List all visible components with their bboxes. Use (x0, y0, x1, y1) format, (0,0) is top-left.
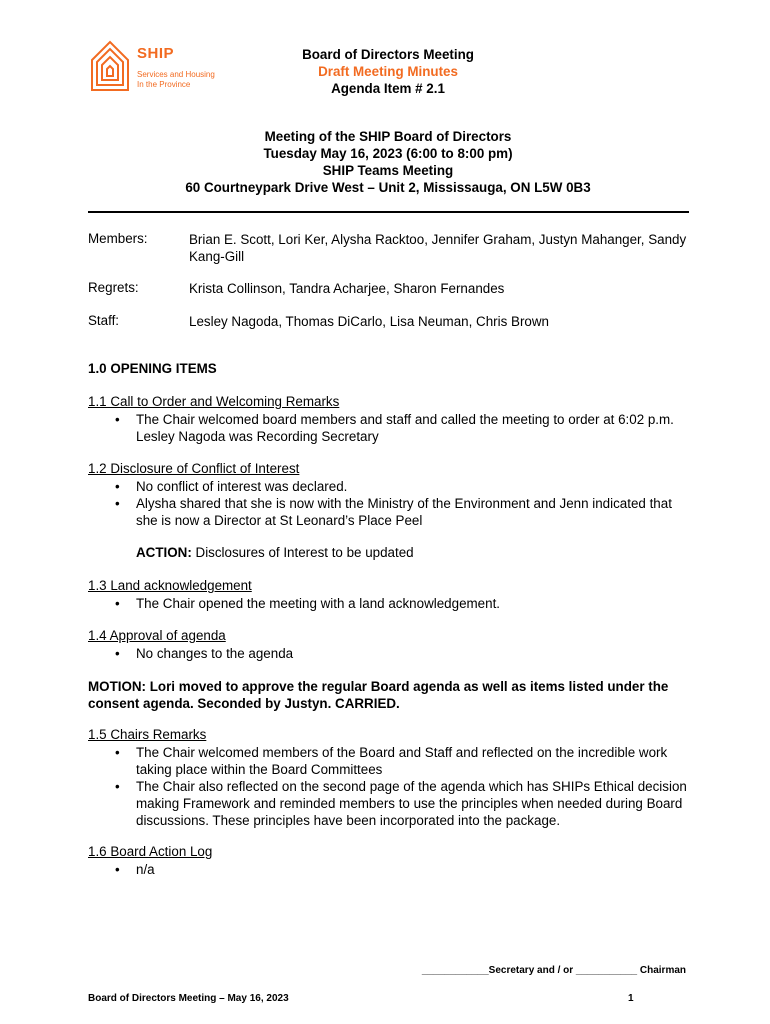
signature-line: ____________Secretary and / or ___________ Chairman (421, 965, 686, 976)
section-heading: 1.0 OPENING ITEMS (88, 361, 217, 376)
regrets-label: Regrets: (88, 280, 139, 295)
logo-tagline-line-1: Services and Housing (137, 70, 215, 79)
list-item-text: The Chair also reflected on the second page of the agenda which has SHIPs Ethical decision making Framework and reminded members to use the principles when needed during Board discussions. These principles have been incorporated into the package. (136, 779, 687, 828)
staff-value: Lesley Nagoda, Thomas DiCarlo, Lisa Neuman, Chris Brown (189, 314, 549, 329)
subsection-title-1-5: 1.5 Chairs Remarks (88, 727, 207, 742)
bullet-icon: • (115, 596, 120, 611)
bullet-icon: • (115, 496, 120, 511)
list-item-text: The Chair opened the meeting with a land acknowledgement. (136, 596, 501, 611)
header-divider (88, 211, 689, 213)
motion-text: MOTION: Lori moved to approve the regular Board agenda as well as items listed under the consent agenda. Seconded by Justyn. CARRIED. (88, 679, 669, 711)
action-label: ACTION: (136, 545, 192, 560)
meeting-name: Meeting of the SHIP Board of Directors (264, 129, 512, 144)
staff-label: Staff: (88, 313, 120, 328)
document-title: Board of Directors Meeting (302, 47, 474, 62)
subsection-title-1-4: 1.4 Approval of agenda (88, 628, 226, 643)
agenda-item: Agenda Item # 2.1 (331, 81, 445, 96)
list-item-text: No changes to the agenda (136, 646, 294, 661)
page-number: 1 (628, 993, 634, 1004)
subsection-title-1-6: 1.6 Board Action Log (88, 844, 213, 859)
logo-name: SHIP (137, 45, 175, 62)
list-item-text: The Chair welcomed board members and staff and called the meeting to order at 6:02 p.m. Lesley Nagoda was Recording Secretary (136, 412, 674, 444)
subsection-title-1-2: 1.2 Disclosure of Conflict of Interest (88, 461, 300, 476)
meeting-address: 60 Courtneypark Drive West – Unit 2, Mississauga, ON L5W 0B3 (185, 180, 591, 195)
action-note (136, 545, 414, 560)
list-item-text: No conflict of interest was declared. (136, 479, 348, 494)
bullet-icon: • (115, 479, 120, 494)
members-value: Brian E. Scott, Lori Ker, Alysha Racktoo, Jennifer Graham, Justyn Mahanger, Sandy Kang-Gill (189, 232, 687, 264)
list-item-text: The Chair welcomed members of the Board and Staff and reflected on the incredible work taking place within the Board Committees (136, 745, 668, 777)
list-item-text: n/a (136, 862, 155, 877)
subsection-title-1-3: 1.3 Land acknowledgement (88, 578, 252, 593)
meeting-date: Tuesday May 16, 2023 (6:00 to 8:00 pm) (263, 146, 513, 161)
document-subtitle: Draft Meeting Minutes (318, 64, 458, 79)
footer-text: Board of Directors Meeting – May 16, 2023 (88, 993, 289, 1004)
subsection-title-1-1: 1.1 Call to Order and Welcoming Remarks (88, 394, 340, 409)
bullet-icon: • (115, 862, 120, 877)
members-label: Members: (88, 231, 148, 246)
action-text: Disclosures of Interest to be updated (191, 545, 414, 560)
bullet-icon: • (115, 646, 120, 661)
bullet-icon: • (115, 412, 120, 427)
list-item-text: Alysha shared that she is now with the Ministry of the Environment and Jenn indicated that she is now a Director at St Leonard’s Place Peel (136, 496, 672, 528)
bullet-icon: • (115, 745, 120, 760)
regrets-value: Krista Collinson, Tandra Acharjee, Sharon Fernandes (189, 281, 505, 296)
logo-tagline-line-2: In the Province (137, 80, 191, 89)
bullet-icon: • (115, 779, 120, 794)
meeting-venue: SHIP Teams Meeting (322, 163, 454, 178)
